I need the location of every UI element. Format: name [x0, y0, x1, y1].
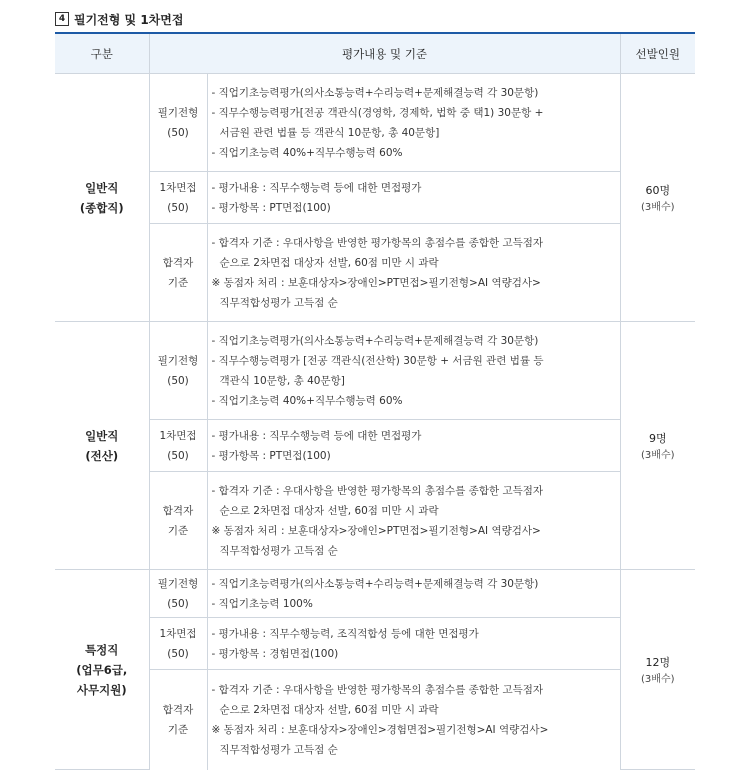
content-line: 객관식 10문항, 총 40문항]: [219, 374, 345, 387]
stage-name: 1차면접: [159, 627, 197, 640]
section-number-box: 4: [55, 12, 69, 26]
table-row: [55, 472, 695, 570]
category-cell: [55, 570, 149, 770]
content-line: - 직업기초능력평가(의사소통능력+수리능력+문제해결능력 각 30문항): [211, 334, 539, 347]
stage-score: (50): [167, 201, 189, 214]
stage-cell: [149, 570, 207, 618]
quota-cell: [620, 570, 695, 770]
quota-cell: [620, 74, 695, 322]
content-line: - 직업기초능력평가(의사소통능력+수리능력+문제해결능력 각 30문항): [211, 577, 539, 590]
stage-name: 합격자: [162, 504, 194, 517]
content-cell: [207, 322, 620, 420]
content-cell: [207, 472, 620, 570]
stage-score: 기준: [167, 524, 189, 537]
quota-multiplier: (3배수): [641, 450, 675, 461]
content-cell: [207, 570, 620, 618]
stage-cell: [149, 670, 207, 770]
content-line: 순으로 2차면접 대상자 선발, 60점 미만 시 과락: [219, 504, 439, 517]
content-line: - 직무수행능력평가 [전공 객관식(전산학) 30문항 + 서금원 관련 법률 등: [211, 354, 544, 367]
table-row: [55, 322, 695, 420]
quota-multiplier: (3배수): [641, 202, 675, 213]
content-cell: [207, 670, 620, 770]
table-row: [55, 74, 695, 172]
stage-cell: [149, 322, 207, 420]
content-line: 서금원 관련 법률 등 객관식 10문항, 총 40문항]: [219, 126, 440, 139]
content-line: - 직업기초능력 40%+직무수행능력 60%: [211, 146, 403, 159]
content-line: - 직무수행능력평가[전공 객관식(경영학, 경제학, 법학 중 택1) 30문항 +: [211, 106, 544, 119]
stage-cell: [149, 74, 207, 172]
stage-name: 필기전형: [157, 577, 199, 590]
content-line: - 합격자 기준 : 우대사항을 반영한 평가항목의 총점수를 종합한 고득점자: [211, 236, 544, 249]
content-line: - 합격자 기준 : 우대사항을 반영한 평가항목의 총점수를 종합한 고득점자: [211, 683, 544, 696]
content-line: 순으로 2차면접 대상자 선발, 60점 미만 시 과락: [219, 256, 439, 269]
quota-count: 12명: [645, 656, 671, 669]
stage-score: (50): [167, 647, 189, 660]
content-line: - 평가내용 : 직무수행능력, 조직적합성 등에 대한 면접평가: [211, 627, 479, 640]
table-row: [55, 670, 695, 770]
table-row: [55, 224, 695, 322]
content-line: - 직업기초능력 100%: [211, 597, 313, 610]
stage-name: 합격자: [162, 256, 194, 269]
table-row: [55, 570, 695, 618]
stage-score: (50): [167, 597, 189, 610]
content-line: - 평가항목 : PT면접(100): [211, 201, 331, 214]
content-line: 직무적합성평가 고득점 순: [219, 296, 338, 309]
content-cell: [207, 74, 620, 172]
content-line: ※ 동점자 처리 : 보훈대상자>장애인>경험면접>필기전형>AI 역량검사>: [211, 723, 549, 736]
stage-score: 기준: [167, 723, 189, 736]
content-line: - 평가항목 : PT면접(100): [211, 449, 331, 462]
quota-multiplier: (3배수): [641, 674, 675, 685]
stage-name: 합격자: [162, 703, 194, 716]
category-label: 특정직: [85, 642, 119, 657]
content-cell: [207, 224, 620, 322]
stage-score: (50): [167, 126, 189, 139]
content-line: ※ 동점자 처리 : 보훈대상자>장애인>PT면접>필기전형>AI 역량검사>: [211, 276, 541, 289]
quota-count: 9명: [648, 432, 667, 445]
content-line: - 평가항목 : 경험면접(100): [211, 647, 339, 660]
category-label: 일반직: [85, 428, 119, 443]
section-title: 필기전형 및 1차면접: [74, 12, 184, 27]
content-cell: [207, 420, 620, 472]
header-content: 평가내용 및 기준: [149, 33, 620, 74]
stage-cell: [149, 618, 207, 670]
table-row: [55, 618, 695, 670]
quota-cell: [620, 322, 695, 570]
stage-cell: [149, 172, 207, 224]
table-header-row: [55, 33, 695, 74]
section-heading: [55, 10, 183, 28]
content-line: ※ 동점자 처리 : 보훈대상자>장애인>PT면접>필기전형>AI 역량검사>: [211, 524, 541, 537]
content-line: - 합격자 기준 : 우대사항을 반영한 평가항목의 총점수를 종합한 고득점자: [211, 484, 544, 497]
stage-score: (50): [167, 374, 189, 387]
stage-cell: [149, 472, 207, 570]
header-category: 구분: [55, 33, 149, 74]
content-line: - 평가내용 : 직무수행능력 등에 대한 면접평가: [211, 429, 422, 442]
content-line: - 직업기초능력 40%+직무수행능력 60%: [211, 394, 403, 407]
table-row: [55, 172, 695, 224]
category-cell: [55, 322, 149, 570]
stage-cell: [149, 224, 207, 322]
stage-score: 기준: [167, 276, 189, 289]
stage-cell: [149, 420, 207, 472]
stage-name: 1차면접: [159, 429, 197, 442]
content-line: 순으로 2차면접 대상자 선발, 60점 미만 시 과락: [219, 703, 439, 716]
category-label: 사무지원): [76, 682, 127, 697]
stage-score: (50): [167, 449, 189, 462]
evaluation-table: [55, 32, 695, 770]
content-line: - 평가내용 : 직무수행능력 등에 대한 면접평가: [211, 181, 422, 194]
header-quota: 선발인원: [620, 33, 695, 74]
content-line: - 직업기초능력평가(의사소통능력+수리능력+문제해결능력 각 30문항): [211, 86, 539, 99]
stage-name: 필기전형: [157, 106, 199, 119]
category-label: (전산): [85, 448, 119, 463]
content-line: 직무적합성평가 고득점 순: [219, 544, 338, 557]
category-label: (종합직): [79, 200, 124, 215]
stage-name: 1차면접: [159, 181, 197, 194]
table-row: [55, 420, 695, 472]
category-label: 일반직: [85, 180, 119, 195]
content-cell: [207, 172, 620, 224]
stage-name: 필기전형: [157, 354, 199, 367]
category-label: (업무6급,: [76, 662, 128, 677]
quota-count: 60명: [645, 184, 671, 197]
content-cell: [207, 618, 620, 670]
category-cell: [55, 74, 149, 322]
content-line: 직무적합성평가 고득점 순: [219, 743, 338, 756]
